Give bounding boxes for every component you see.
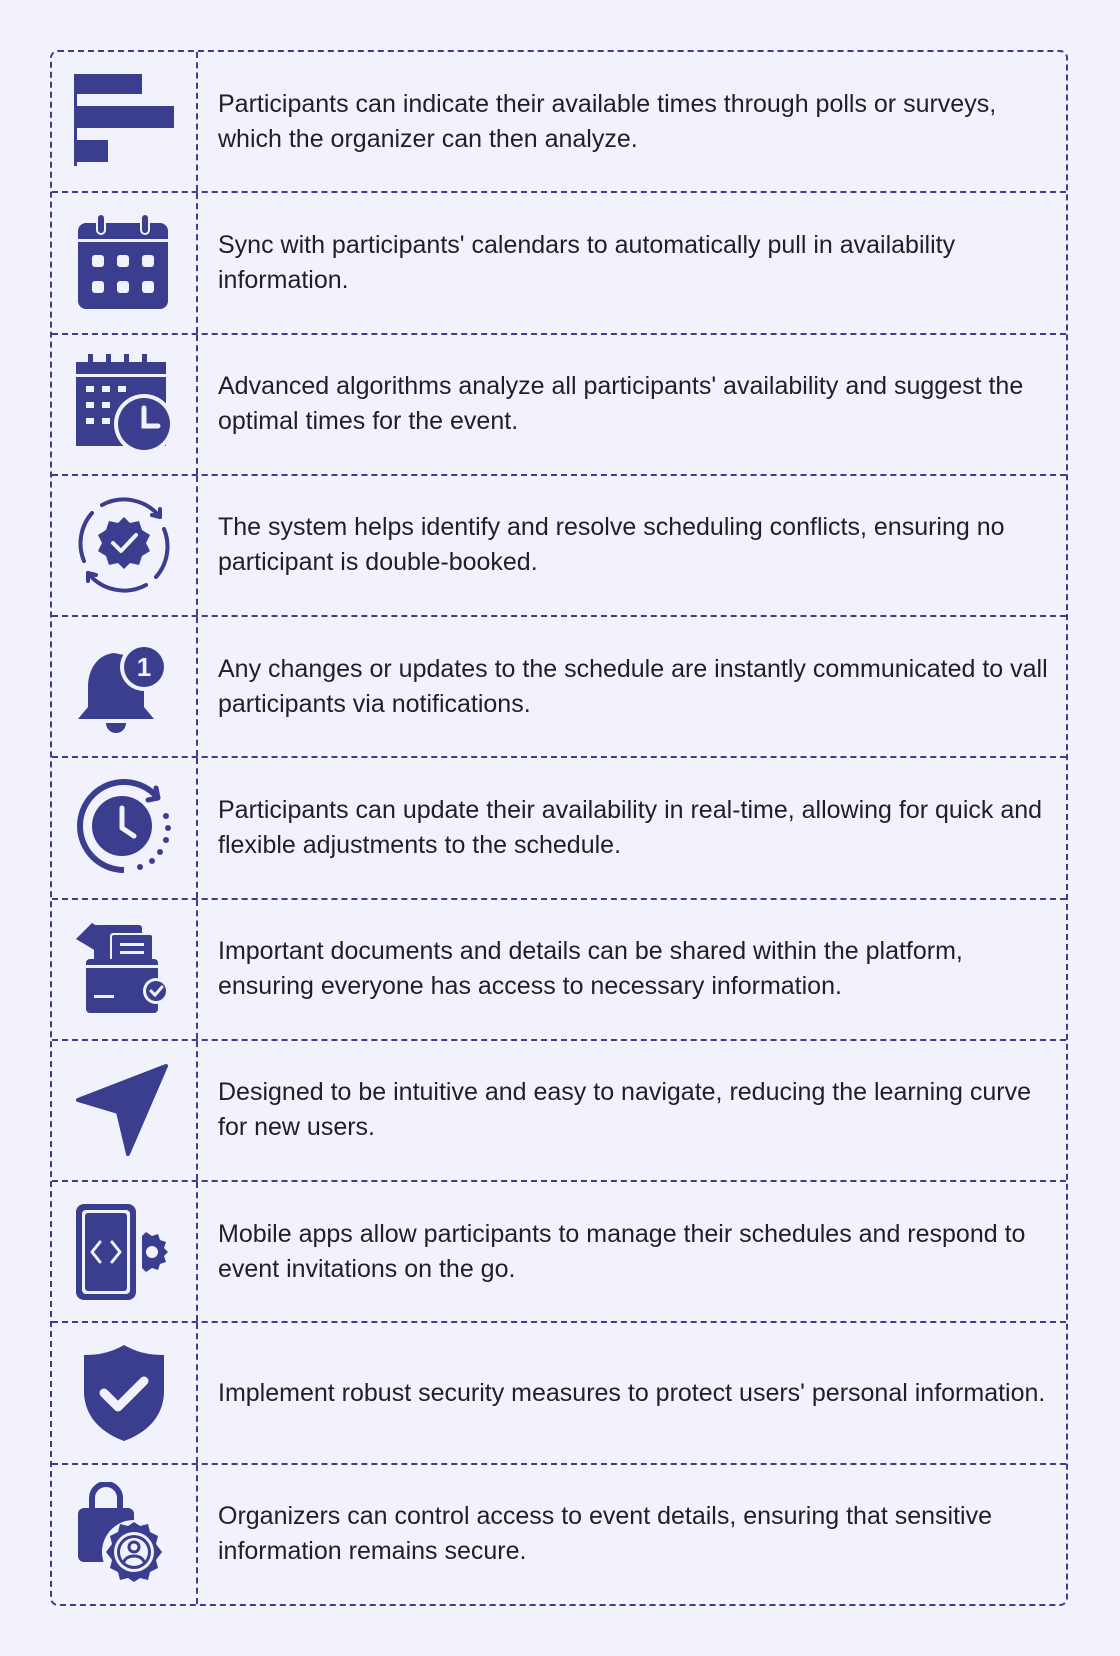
feature-description: Participants can update their availability in real-time, allowing for quick and flexible adjustments to the schedule. xyxy=(218,795,1043,859)
text-cell xyxy=(198,335,1066,474)
feature-description: Organizers can control access to event details, ensuring that sensitive information remains secure. xyxy=(218,1502,993,1566)
text-cell xyxy=(198,617,1066,756)
icon-cell xyxy=(52,335,198,474)
feature-description: Implement robust security measures to protect users' personal information. xyxy=(218,1378,1046,1407)
feature-row xyxy=(52,1041,1066,1182)
feature-description: Advanced algorithms analyze all participants' availability and suggest the optimal times for the event. xyxy=(218,372,1024,436)
svg-text:1: 1 xyxy=(136,651,152,682)
feature-row xyxy=(52,900,1066,1041)
icon-cell xyxy=(52,758,198,897)
feature-row xyxy=(52,193,1066,334)
feature-table xyxy=(50,50,1068,1606)
calendar-icon xyxy=(72,211,176,315)
text-cell xyxy=(198,1182,1066,1321)
text-cell xyxy=(198,1041,1066,1180)
text-cell xyxy=(198,1465,1066,1604)
icon-cell xyxy=(52,1465,198,1604)
icon-cell xyxy=(52,52,198,191)
feature-description: The system helps identify and resolve scheduling conflicts, ensuring no participant is double-booked. xyxy=(218,513,1005,577)
feature-row xyxy=(52,1323,1066,1464)
feature-description: Participants can indicate their available times through polls or surveys, which the organizer can then analyze. xyxy=(218,89,997,153)
bar-chart-icon xyxy=(72,70,176,174)
feature-row xyxy=(52,1465,1066,1604)
feature-row xyxy=(52,1182,1066,1323)
calendar-clock-icon xyxy=(72,352,176,456)
text-cell xyxy=(198,193,1066,332)
icon-cell xyxy=(52,900,198,1039)
icon-cell xyxy=(52,193,198,332)
navigation-arrow-icon xyxy=(72,1058,176,1162)
feature-description: Important documents and details can be shared within the platform, ensuring everyone has access to necessary information. xyxy=(218,937,963,1001)
icon-cell xyxy=(52,617,198,756)
verified-cycle-icon xyxy=(72,493,176,597)
text-cell xyxy=(198,1323,1066,1462)
feature-description: Any changes or updates to the schedule are instantly communicated to vall participants via notifications. xyxy=(218,654,1048,718)
access-control-icon xyxy=(72,1482,176,1586)
feature-description: Sync with participants' calendars to automatically pull in availability information. xyxy=(218,230,956,294)
icon-cell xyxy=(52,1182,198,1321)
feature-row xyxy=(52,758,1066,899)
feature-row xyxy=(52,476,1066,617)
feature-row xyxy=(52,617,1066,758)
mobile-app-icon xyxy=(72,1200,176,1304)
clock-refresh-icon xyxy=(72,776,176,880)
icon-cell xyxy=(52,1041,198,1180)
text-cell xyxy=(198,758,1066,897)
feature-description: Designed to be intuitive and easy to navigate, reducing the learning curve for new users. xyxy=(218,1078,1032,1142)
feature-row xyxy=(52,335,1066,476)
feature-row xyxy=(52,52,1066,193)
text-cell xyxy=(198,476,1066,615)
text-cell xyxy=(198,900,1066,1039)
icon-cell xyxy=(52,476,198,615)
feature-description: Mobile apps allow participants to manage their schedules and respond to event invitations on the go. xyxy=(218,1219,1026,1283)
security-shield-icon xyxy=(72,1341,176,1445)
icon-cell xyxy=(52,1323,198,1462)
notification-bell-icon xyxy=(72,635,176,739)
documents-icon xyxy=(72,917,176,1021)
text-cell xyxy=(198,52,1066,191)
